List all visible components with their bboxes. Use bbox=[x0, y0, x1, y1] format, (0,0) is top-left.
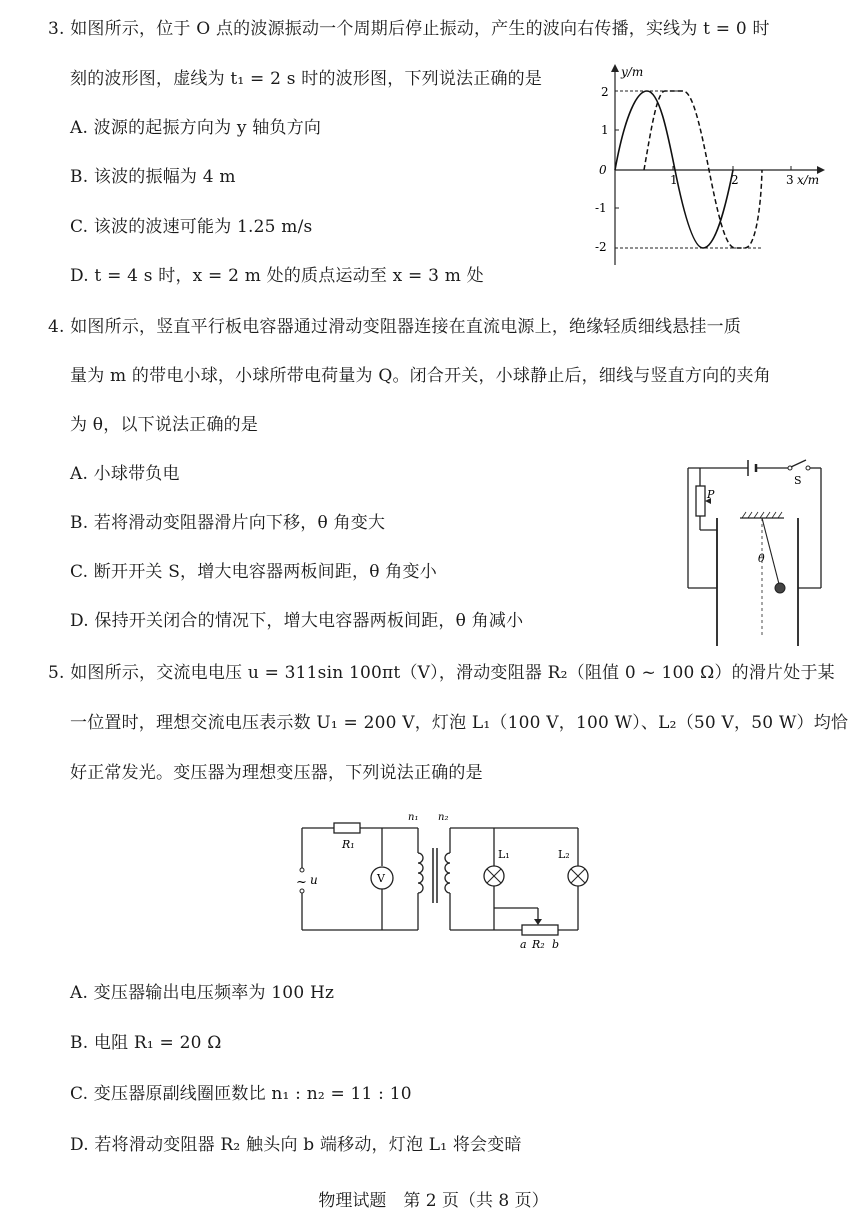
q3-option-c: C. 该波的波速可能为 1.25 m/s bbox=[70, 217, 313, 237]
q5-option-c: C. 变压器原副线圈匝数比 n₁ : n₂ = 11 : 10 bbox=[70, 1084, 412, 1104]
voltmeter-symbol: V bbox=[377, 872, 385, 885]
y-tick-2: 2 bbox=[601, 85, 609, 99]
q3-option-b: B. 该波的振幅为 4 m bbox=[70, 167, 236, 187]
q4-option-b: B. 若将滑动变阻器滑片向下移，θ 角变大 bbox=[70, 513, 386, 533]
y-tick-neg1: -1 bbox=[595, 201, 607, 215]
n1-label: n₁ bbox=[408, 812, 419, 823]
lamp-l2-label: L₂ bbox=[558, 848, 570, 861]
q4-option-a: A. 小球带负电 bbox=[70, 464, 180, 484]
y-axis-label: y/m bbox=[621, 65, 644, 79]
q5-stem-line1: 5. 如图所示，交流电电压 u = 311sin 100πt（V），滑动变阻器 R₂（阻值 0 ~ 100 Ω）的滑片处于某 bbox=[48, 663, 835, 683]
x-tick-3: 3 bbox=[786, 173, 794, 187]
r1-label: R₁ bbox=[342, 838, 355, 851]
x-tick-1: 1 bbox=[670, 173, 678, 187]
switch-label: S bbox=[794, 474, 802, 487]
q4-stem-line2: 量为 m 的带电小球，小球所带电荷量为 Q。闭合开关，小球静止后，细线与竖直方向的夹角 bbox=[70, 366, 771, 386]
q4-stem-line1: 4. 如图所示，竖直平行板电容器通过滑动变阻器连接在直流电源上，绝缘轻质细线悬挂一质 bbox=[48, 317, 742, 337]
r2-b-label: b bbox=[552, 938, 560, 951]
q4-option-c: C. 断开开关 S，增大电容器两板间距，θ 角变小 bbox=[70, 562, 437, 582]
voltage-u-label: u bbox=[310, 873, 318, 887]
q4-option-d: D. 保持开关闭合的情况下，增大电容器两板间距，θ 角减小 bbox=[70, 611, 524, 631]
r2-a-label: a bbox=[520, 938, 527, 951]
origin-label: 0 bbox=[599, 163, 607, 177]
q3-stem-line2: 刻的波形图，虚线为 t₁ = 2 s 时的波形图，下列说法正确的是 bbox=[70, 69, 543, 89]
theta-label: θ bbox=[758, 552, 765, 565]
q3-option-d: D. t = 4 s 时，x = 2 m 处的质点运动至 x = 3 m 处 bbox=[70, 266, 484, 286]
ac-source-symbol: ~ bbox=[296, 875, 307, 890]
r2-label: R₂ bbox=[532, 938, 545, 951]
q5-stem-line3: 好正常发光。变压器为理想变压器，下列说法正确的是 bbox=[70, 763, 483, 783]
transformer-circuit bbox=[290, 808, 610, 958]
lamp-l1-label: L₁ bbox=[498, 848, 510, 861]
q4-stem-line3: 为 θ，以下说法正确的是 bbox=[70, 415, 259, 435]
x-tick-2: 2 bbox=[731, 173, 739, 187]
y-tick-neg2: -2 bbox=[595, 240, 607, 254]
capacitor-circuit bbox=[680, 458, 830, 648]
q5-option-a: A. 变压器输出电压频率为 100 Hz bbox=[70, 983, 335, 1003]
y-tick-1: 1 bbox=[601, 123, 609, 137]
q3-stem-line1: 3. 如图所示，位于 O 点的波源振动一个周期后停止振动，产生的波向右传播，实线为 t = 0 时 bbox=[48, 19, 770, 39]
q5-stem-line2: 一位置时，理想交流电压表示数 U₁ = 200 V，灯泡 L₁（100 V，100 W）、L₂（50 V，50 W）均恰 bbox=[70, 713, 849, 733]
rheostat-label: P bbox=[707, 488, 715, 501]
x-axis-label: x/m bbox=[797, 173, 820, 187]
wave-graph bbox=[585, 60, 845, 270]
q5-option-d: D. 若将滑动变阻器 R₂ 触头向 b 端移动，灯泡 L₁ 将会变暗 bbox=[70, 1135, 522, 1155]
page-footer: 物理试题 第 2 页（共 8 页） bbox=[318, 1191, 549, 1211]
q3-option-a: A. 波源的起振方向为 y 轴负方向 bbox=[70, 118, 322, 138]
n2-label: n₂ bbox=[438, 812, 449, 823]
q5-option-b: B. 电阻 R₁ = 20 Ω bbox=[70, 1033, 222, 1053]
